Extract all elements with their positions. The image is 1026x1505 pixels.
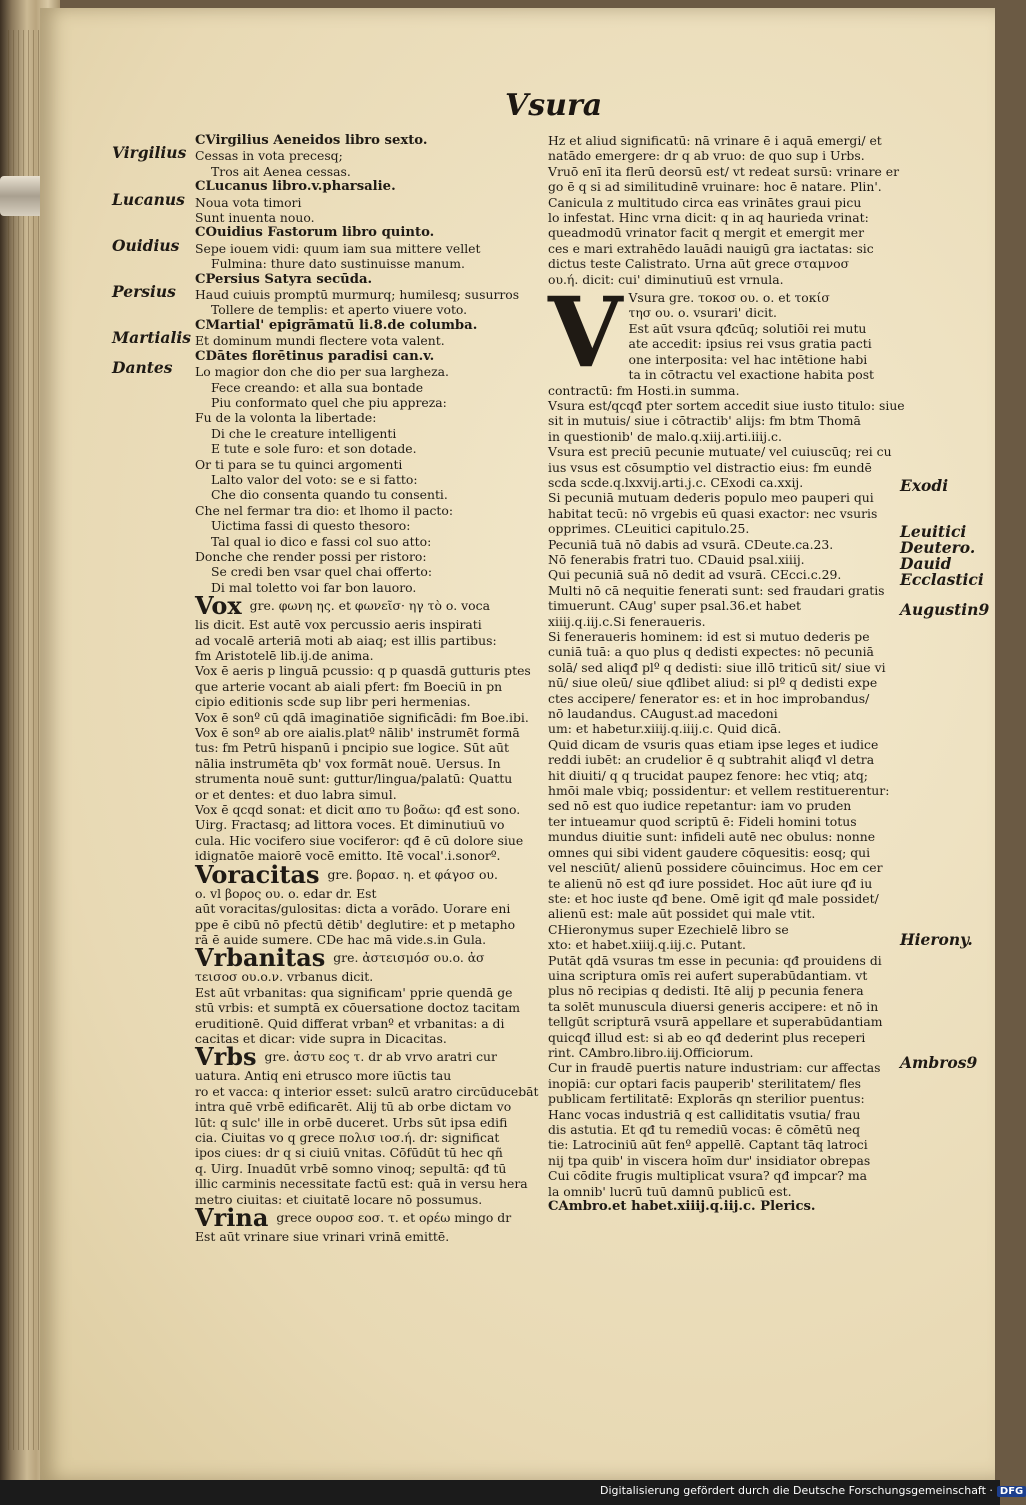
text-line: Vox ē sonº cū qdā imaginatiōe significādi: fm Boe.ibi. xyxy=(195,709,529,725)
text-line: ta in cōtractu vel exactione habita post xyxy=(628,367,875,383)
text-line: Che dio consenta quando tu consenti. xyxy=(211,487,448,503)
text-line: Vox ē sonº ab ore aialis.platº nālib' instrumēt formā xyxy=(195,725,520,741)
text-line: Che nel fermar tra dio: et lhomo il pacto: xyxy=(195,502,454,518)
text-line: eruditionē. Quid differat vrbanº et vrbanitas: a di xyxy=(195,1015,505,1031)
text-line: Piu conformato quel che piu appreza: xyxy=(211,394,447,410)
text-line: scda scde.q.lxxvij.arti.j.c. CExodi ca.xxij. xyxy=(548,474,804,490)
text-line: solā/ sed aliqđ plº q dedisti: siue illō triticū sit/ siue vi xyxy=(548,659,886,675)
text-line: Di che le creature intelligenti xyxy=(211,425,397,441)
text-line: vel nesciūt/ alienū possidere cōuincimus. Hoc em cer xyxy=(548,860,883,876)
text-line: COuidius Fastorum libro quinto. xyxy=(195,225,435,241)
text-line: uatura. Antiq eni etrusco more iūctis tau xyxy=(195,1068,452,1084)
text-line: CAmbro.et habet.xiiij.q.iij.c. Plerics. xyxy=(548,1199,816,1215)
text-line: Quid dicam de vsuris quas etiam ipse leges et iudice xyxy=(548,736,879,752)
text-line: opprimes. CLeuitici capitulo.25. xyxy=(548,521,750,537)
text-line: Qui pecuniā suā nō dedit ad vsurā. CEcci.c.29. xyxy=(548,567,842,583)
text-line: CPersius Satyra secūda. xyxy=(195,271,373,287)
text-line: Hanc vocas industriā q est calliditatis vsutia/ frau xyxy=(548,1106,861,1122)
text-line: Tal qual io dico e fassi col suo atto: xyxy=(211,533,432,549)
text-line: ad vocalē arteriā moti ab aiaq; est illis partibus: xyxy=(195,632,497,648)
margin-note: Leuitici xyxy=(900,522,967,541)
drop-cap-v: V xyxy=(548,276,623,390)
text-line: lis dicit. Est autē vox percussio aeris inspirati xyxy=(195,617,482,633)
text-line: Tros ait Aenea cessas. xyxy=(211,163,351,179)
text-line: habitat tecū: nō vrgebis eū quasi exactor: nec vsuris xyxy=(548,505,878,521)
text-line: quicqđ illud est: si ab eo qđ dederint plus receperi xyxy=(548,1029,866,1045)
text-line xyxy=(195,1042,545,1072)
text-line: omnes qui sibi vident gaudere cōquesitis: eosq; qui xyxy=(548,844,871,860)
lemma-gloss: grece ουροσ εοσ. τ. et ορέω mingo dr xyxy=(272,1210,512,1225)
text-line: Vsura est/qcqđ pter sortem accedit siue iusto titulo: siue xyxy=(548,397,905,413)
text-line: lo infestat. Hinc vrna dicit: q in aq haurieda vrinat: xyxy=(548,210,869,226)
text-line: CHieronymus super Ezechielē libro se xyxy=(548,921,789,937)
text-line: nij tpa quib' in viscera hoīm dur' insidiator obrepas xyxy=(548,1152,871,1168)
text-line: Si feneraueris hominem: id est si mutuo dederis pe xyxy=(548,629,870,644)
text-line: τησ ου. ο. vsurari' dicit. xyxy=(628,305,777,321)
text-line: Lalto valor del voto: se e si fatto: xyxy=(211,471,418,487)
text-line: sed nō est quo iudice repetantur: iam vo pruden xyxy=(548,798,852,814)
running-head: Vsura xyxy=(505,88,603,123)
text-line: ro et vacca: q interior esset: sulcū aratro circūducebāt xyxy=(195,1083,539,1099)
text-line: Est aūt vrinare siue vrinari vrinā emittē. xyxy=(195,1229,450,1244)
text-line: mundus diuitie sunt: infideli autē nec obulus: nonne xyxy=(548,829,876,845)
text-line: ipos ciues: dr q si ciuiū vnitas. Cōfūdūt tū hec qñ xyxy=(195,1145,503,1161)
margin-note: Ambros9 xyxy=(900,1053,978,1072)
text-line: tie: Latrociniū aūt fenº appellē. Captant tāq latroci xyxy=(548,1137,868,1153)
text-line: fm Aristotelē lib.ij.de anima. xyxy=(195,648,374,663)
text-line: or et dentes: et duo labra simul. xyxy=(195,786,397,802)
text-line: cipio editionis scde sup libr peri hermenias. xyxy=(195,694,471,710)
text-line: Est aūt vrbanitas: qua significam' pprie quendā ge xyxy=(195,984,513,1000)
text-line: Putāt qdā vsuras tm esse in pecunia: qđ prouidens di xyxy=(548,952,882,968)
footer-text: Digitalisierung gefördert durch die Deutsche Forschungsgemeinschaft · xyxy=(600,1484,993,1497)
text-line: Fu de la volonta la libertade: xyxy=(195,410,377,426)
text-line: Canicula z multitudo circa eas vrinātes graui picu xyxy=(548,194,862,210)
text-line: ius vsus est cōsumptio vel distractio eius: fm eundē xyxy=(548,459,872,475)
text-line: rint. CAmbro.libro.iij.Officiorum. xyxy=(548,1044,754,1060)
text-line: nū/ siue oleū/ siue qđlibet aliud: si plº q dedisti expe xyxy=(548,675,878,691)
text-line: Noua vota timori xyxy=(195,194,302,210)
text-line: o. vl βορος ου. o. edar dr. Est xyxy=(195,885,377,901)
text-line: Vruō enī ita flerū deorsū est/ vt redeat sursū: vrinare er xyxy=(548,163,900,179)
text-line: rā ē auide sumere. CDe hac mā vide.s.in Gula. xyxy=(195,931,487,947)
text-line: lūt: q sulc' ille in orbē duceret. Urbs sūt ipsa edifi xyxy=(195,1114,508,1130)
text-line: xiiij.q.iij.c.Si feneraueris. xyxy=(548,613,706,629)
text-line: Pecuniā tuā nō dabis ad vsurā. CDeute.ca.23. xyxy=(548,536,834,552)
text-line: q. Uirg. Inuadūt vrbē somno vinoq; sepultā: qđ tū xyxy=(195,1160,507,1176)
margin-note: Exodi xyxy=(900,476,949,495)
margin-note: Augustin9 xyxy=(900,600,990,619)
text-line: CMartial' epigrāmatū li.8.de columba. xyxy=(195,317,478,333)
text-line: nālia instrumēta qb' vox formāt nouē. Uersus. In xyxy=(195,755,501,771)
margin-note: Ouidius xyxy=(112,236,180,255)
text-line: ste: et hoc iuste qđ bene. Omē igit qđ male possidet/ xyxy=(548,890,879,906)
margin-note: Virgilius xyxy=(112,143,187,162)
text-line: cia. Ciuitas vo q grece πολισ ιοσ.ή. dr: significat xyxy=(195,1129,500,1145)
text-line: Fulmina: thure dato sustinuisse manum. xyxy=(211,256,465,272)
text-line: te alienū nō est qđ iure possidet. Hoc aūt iure qđ iu xyxy=(548,875,873,891)
text-line xyxy=(195,943,545,973)
text-line: Donche che render possi per ristoro: xyxy=(195,548,427,564)
text-line: metro ciuitas: et ciuitatē locare nō possumus. xyxy=(195,1191,483,1207)
text-line: ate accedit: ipsius rei vsus gratia pacti xyxy=(628,336,872,352)
text-line: Vsura est preciū pecunie mutuate/ vel cuiuscūq; rei cu xyxy=(548,444,892,460)
digitization-footer xyxy=(600,1484,1026,1497)
text-line: CVirgilius Aeneidos libro sexto. xyxy=(195,133,428,148)
lemma-gloss: gre. ἀστεισμόσ ου.o. ἀσ xyxy=(329,950,485,966)
text-line: ces e mari extrahēdo lauādi nauigū gra iactatas: sic xyxy=(548,240,874,256)
text-line xyxy=(195,591,545,621)
text-line: Lo magior don che dio per sua largheza. xyxy=(195,364,449,380)
margin-note: Dantes xyxy=(112,358,173,377)
lemma-heading: Vrina xyxy=(195,1203,269,1232)
text-line: go ē q si ad similitudinē vruinare: hoc ē natare. Plin'. xyxy=(548,179,882,195)
lemma-heading: Vox xyxy=(195,591,242,621)
text-line: Hz et aliud significatū: nā vrinare ē i aquā emergi/ et xyxy=(548,133,882,148)
text-line: Si pecuniā mutuam dederis populo meo pauperi qui xyxy=(548,490,874,506)
lemma-heading: Voracitas xyxy=(195,859,320,889)
dfg-logo: DFG xyxy=(997,1486,1026,1497)
text-line: ctes accipere/ fenerator es: et in hoc improbandus/ xyxy=(548,690,870,706)
lemma-heading: Vrbs xyxy=(195,1042,257,1072)
text-line xyxy=(195,859,545,889)
left-text-column xyxy=(195,133,545,1244)
lemma-gloss: gre. βορασ. η. et φάγοσ ου. xyxy=(323,866,498,882)
text-line: intra quē vrbē edificarēt. Alij tū ab orbe dictam vo xyxy=(195,1099,512,1115)
text-line: Cui cōdite frugis multiplicat vsura? qđ impcar? ma xyxy=(548,1168,867,1184)
text-line: τεισοσ ου.o.ν. vrbanus dicit. xyxy=(195,969,374,985)
text-line: Uictima fassi di questo thesoro: xyxy=(211,518,411,534)
lemma-gloss: gre. φωνη ης. et φωνεῖσ· ηγ τὸ ο. voca xyxy=(245,598,490,614)
text-line: Est aūt vsura qđcūq; solutiōi rei mutu xyxy=(628,320,867,336)
text-line: Or ti para se tu quinci argomenti xyxy=(195,456,403,472)
text-line: illic carminis necessitate factū est: quā in versu hera xyxy=(195,1176,528,1192)
text-line: sit in mutuis/ siue i cōtractib' alijs: fm btm Thomā xyxy=(548,413,861,429)
lemma-heading: Vrbanitas xyxy=(195,943,326,973)
right-column-top xyxy=(548,133,898,287)
text-line: CDātes florētinus paradisi can.v. xyxy=(195,348,435,364)
text-line: Di mal toletto voi far bon lauoro. xyxy=(211,579,417,595)
text-line: Sepe iouem vidi: quum iam sua mittere vellet xyxy=(195,240,481,256)
text-line: stū vrbis: et sumptā ex cōuersatione doctoz tacitam xyxy=(195,1000,521,1016)
text-line: Cur in fraudē puertis nature industriam: cur affectas xyxy=(548,1060,881,1076)
margin-note: Martialis xyxy=(112,328,191,347)
text-line: publicam fertilitatē: Explorās qn sterilior puentus: xyxy=(548,1091,865,1107)
text-line: Multi nō cā nequitie fenerati sunt: sed fraudari gratis xyxy=(548,582,885,598)
text-line: cula. Hic vocifero siue vociferor: qđ ē cū dolore siue xyxy=(195,832,524,848)
text-line xyxy=(195,1203,545,1232)
text-line: Cessas in vota precesq; xyxy=(195,148,343,164)
text-line: aūt voracitas/gulositas: dicta a vorādo. Uorare eni xyxy=(195,901,511,917)
text-line: cacitas et dicar: vide supra in Dicacitas. xyxy=(195,1030,447,1046)
text-line: dictus teste Calistrato. Urna aūt grece σταμνοσ xyxy=(548,256,850,272)
text-line: plus nō recipias q dedisti. Itē alij p pecunia fenera xyxy=(548,983,864,999)
text-line: inopiā: cur optari facis pauperib' sterilitatem/ fles xyxy=(548,1075,862,1091)
text-line: que arterie vocant ab aiali pfert: fm Boeciū in pn xyxy=(195,678,503,694)
text-line: alienū est: male aūt possidet qui male vtit. xyxy=(548,906,816,922)
text-line: idignatōe maiorē vocē emitto. Itē vocal'.i.sonorº. xyxy=(195,848,501,864)
right-column-bottom xyxy=(548,382,905,1215)
text-line: la omnib' lucrū tuū damnū publicū est. xyxy=(548,1183,792,1199)
text-line: Tollere de templis: et aperto viuere voto. xyxy=(211,302,468,318)
text-line: ppe ē cibū nō pfectū dētib' deglutire: et p metapho xyxy=(195,916,516,932)
text-line: reddi iubēt: an crudelior ē q subtrahit aliqđ vl detra xyxy=(548,752,875,768)
text-line: Se credi ben vsar quel chai offerto: xyxy=(211,564,433,580)
text-line: um: et habetur.xiiij.q.iiij.c. Quid dicā. xyxy=(548,721,782,737)
text-line: tellgūt scripturā vsurā appellare et superabūdantiam xyxy=(548,1014,883,1030)
text-line: hmōi male vbiq; possidentur: et vellem restituerentur: xyxy=(548,783,890,799)
text-line: tus: fm Petrū hispanū i pncipio sue logice. Sūt aūt xyxy=(195,740,509,756)
margin-note: Hierony. xyxy=(900,930,973,949)
text-line: Vox ē qcqd sonat: et dicit απο τυ βοᾶω: qđ est sono. xyxy=(195,802,521,818)
text-line: ta solēt munuscula diuersi generis accipere: et nō in xyxy=(548,998,879,1014)
text-line: contractū: fm Hosti.in summa. xyxy=(548,382,740,398)
text-line: uina scriptura omīs rei aufert superabūdantiam. vt xyxy=(548,967,868,983)
text-line: ter intueamur quod scriptū ē: Fideli homini totus xyxy=(548,813,857,829)
text-line: queadmodū vrinator facit q mergit et emergit mer xyxy=(548,225,865,241)
text-line: strumenta nouē sunt: guttur/lingua/palatū: Quattu xyxy=(195,771,513,787)
text-line: xto: et habet.xiiij.q.iij.c. Putant. xyxy=(548,937,746,953)
text-line: CLucanus libro.v.pharsalie. xyxy=(195,179,396,195)
text-line: Sunt inuenta nouo. xyxy=(195,210,315,226)
margin-note: Ecclastici xyxy=(900,570,984,589)
margin-note: Deutero. xyxy=(900,538,976,557)
text-line: Nō fenerabis fratri tuo. CDauid psal.xiiij. xyxy=(548,551,805,567)
text-line: E tute e sole furo: et son dotade. xyxy=(211,441,417,457)
text-line: hit diuiti/ q q trucidat paupez fenore: hec vtiq; atq; xyxy=(548,767,868,783)
text-line: ου.ή. dicit: cui' diminutiuū est vrnula. xyxy=(548,271,784,287)
text-line: Fece creando: et alla sua bontade xyxy=(211,379,424,395)
right-text-column xyxy=(548,133,905,1215)
text-line: Vsura gre. τοκοσ ου. ο. et τοκίσ xyxy=(628,290,830,306)
text-line: cuniā tuā: a quo plus q dedisti expectes: nō pecuniā xyxy=(548,644,874,660)
margin-note: Lucanus xyxy=(112,190,185,209)
text-line: in questionib' de malo.q.xiij.arti.iiij.c. xyxy=(548,428,782,444)
text-line: nō laudandus. CAugust.ad macedoni xyxy=(548,706,778,722)
text-line: Et dominum mundi flectere vota valent. xyxy=(195,333,445,349)
margin-note: Persius xyxy=(112,282,176,301)
text-line: Haud cuiuis promptū murmurq; humilesq; susurros xyxy=(195,287,520,303)
text-line: Vox ē aeris p linguā pcussio: q p quasdā gutturis ptes xyxy=(195,663,531,679)
text-line: one interposita: vel hac intētione habi xyxy=(628,351,868,367)
lemma-gloss: gre. ἀστυ εος τ. dr ab vrvo aratri cur xyxy=(260,1049,497,1065)
text-line: natādo emergere: dr q ab vruo: de quo sup i Urbs. xyxy=(548,148,865,164)
text-line: timuerunt. CAug' super psal.36.et habet xyxy=(548,598,802,614)
text-line: Uirg. Fractasq; ad littora voces. Et diminutiuū vo xyxy=(195,817,505,833)
margin-note: Dauid xyxy=(900,554,952,573)
text-line: dis astutia. Et qđ tu remediū vocas: ē cōmētū neq xyxy=(548,1122,861,1137)
